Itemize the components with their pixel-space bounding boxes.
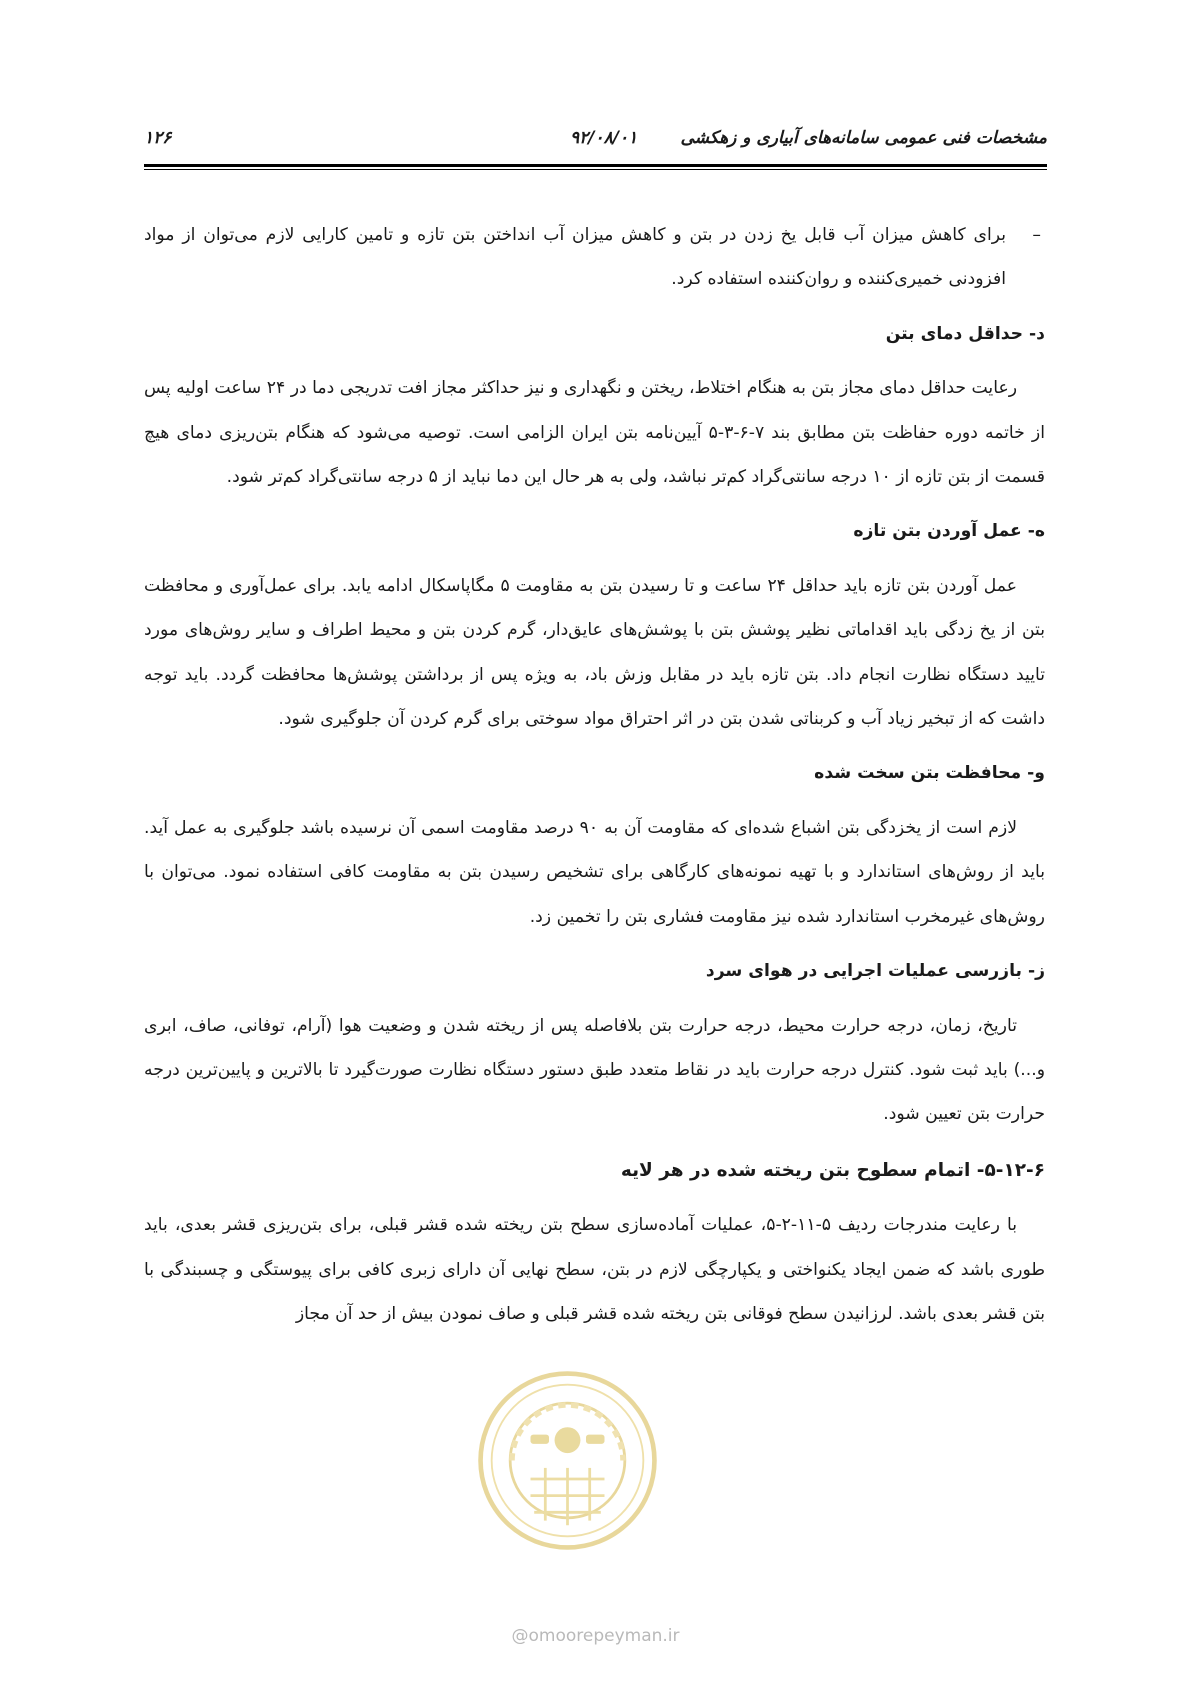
section-paragraph-5-12-6: با رعایت مندرجات ردیف ۵-۱۱-۲-۵، عملیات آماده‌سازی سطح بتن ریخته شده قشر قبلی، برای بتن‌ریزی قشر بعدی، باید طوری باشد که ضمن ایجاد یکنواختی و یکپارچگی لازم در بتن، سطح نهایی آن دارای زبری کافی برای پیوستگی و چسبندگی با بتن قشر بعدی باشد. لرزانیدن سطح فوقانی بتن ریخته شده قشر قبلی و صاف نمودن بیش از حد آن مجاز: [144, 1215, 1045, 1324]
section-heading-z: ز- بازرسی عملیات اجرایی در هوای سرد: [705, 961, 1045, 982]
section-heading-d: د- حداقل دمای بتن: [885, 323, 1045, 344]
bullet-text: برای کاهش میزان آب قابل یخ زدن در بتن و کاهش میزان آب انداختن بتن تازه و تامین کارایی لازم می‌توان از مواد افزودنی خمیری‌کننده و روان‌کننده استفاده کرد.: [144, 225, 1006, 290]
section-heading-5-12-6: ۵-۱۲-۶- اتمام سطوح بتن ریخته شده در هر لایه: [620, 1159, 1045, 1181]
watermark-site: @omoorepeyman.ir: [511, 1626, 680, 1646]
bullet-item: [144, 213, 1045, 302]
page-header: [144, 128, 1047, 158]
header-rule-thick: [144, 164, 1047, 167]
section-paragraph-h: عمل آوردن بتن تازه باید حداقل ۲۴ ساعت و تا رسیدن بتن به مقاومت ۵ مگاپاسکال ادامه یابد. برای عمل‌آوری و محافظت بتن از یخ زدگی باید اقداماتی نظیر پوشش بتن با پوشش‌های عایق‌دار، گرم کردن بتن و محیط اطراف و سایر روش‌های مورد تایید دستگاه نظارت انجام داد. بتن تازه باید در مقابل وزش باد، به ویژه پس از برداشتن پوشش‌ها محافظت گردد. باید توجه داشت که از تبخیر زیاد آب و کربناتی شدن بتن در اثر احتراق مواد سوختی برای گرم کردن آن جلوگیری شود.: [144, 575, 1045, 730]
section-heading-h: ه- عمل آوردن بتن تازه: [853, 521, 1045, 542]
section-paragraph-z: تاریخ، زمان، درجه حرارت محیط، درجه حرارت بتن بلافاصله پس از ریخته شدن و وضعیت هوا (آرام، توفانی، صاف، ابری و...) باید ثبت شود. کنترل درجه حرارت باید در نقاط متعدد طبق دستور دستگاه نظارت صورت‌گیرد تا بالاترین و پایین‌ترین درجه حرارت بتن تعیین شود.: [144, 1015, 1045, 1125]
header-date: ۹۲/۰۸/۰۱: [570, 128, 638, 148]
header-rule-thin: [144, 169, 1047, 170]
section-heading-v: و- محافظت بتن سخت شده: [814, 763, 1045, 784]
bullet-dash: –: [1032, 225, 1041, 245]
page-number: ۱۲۶: [144, 128, 172, 148]
section-paragraph-d: رعایت حداقل دمای مجاز بتن به هنگام اختلاط، ریختن و نگهداری و نیز حداکثر مجاز افت تدریجی دما در ۲۴ ساعت اولیه پس از خاتمه دوره حفاظت بتن مطابق بند ۷-۶-۳-۵ آیین‌نامه بتن ایران الزامی است. توصیه می‌شود که هنگام بتن‌ریزی دمای هیچ قسمت از بتن تازه از ۱۰ درجه سانتی‌گراد کم‌تر نباشد، ولی به هر حال این دما نباید از ۵ درجه سانتی‌گراد کم‌تر شود.: [144, 378, 1045, 488]
header-title: مشخصات فنی عمومی سامانه‌های آبیاری و زهکشی: [680, 128, 1047, 148]
page-body: [144, 213, 1045, 1336]
watermark-seal-icon: [475, 1368, 660, 1553]
section-paragraph-v: لازم است از یخزدگی بتن اشباع شده‌ای که مقاومت آن به ۹۰ درصد مقاومت اسمی آن نرسیده باشد جلوگیری به عمل آید. باید از روش‌های استاندارد و با تهیه نمونه‌های کارگاهی برای تشخیص رسیدن بتن به مقاومت کافی استفاده نمود. می‌توان با روش‌های غیرمخرب استاندارد شده نیز مقاومت فشاری بتن را تخمین زد.: [144, 817, 1045, 927]
